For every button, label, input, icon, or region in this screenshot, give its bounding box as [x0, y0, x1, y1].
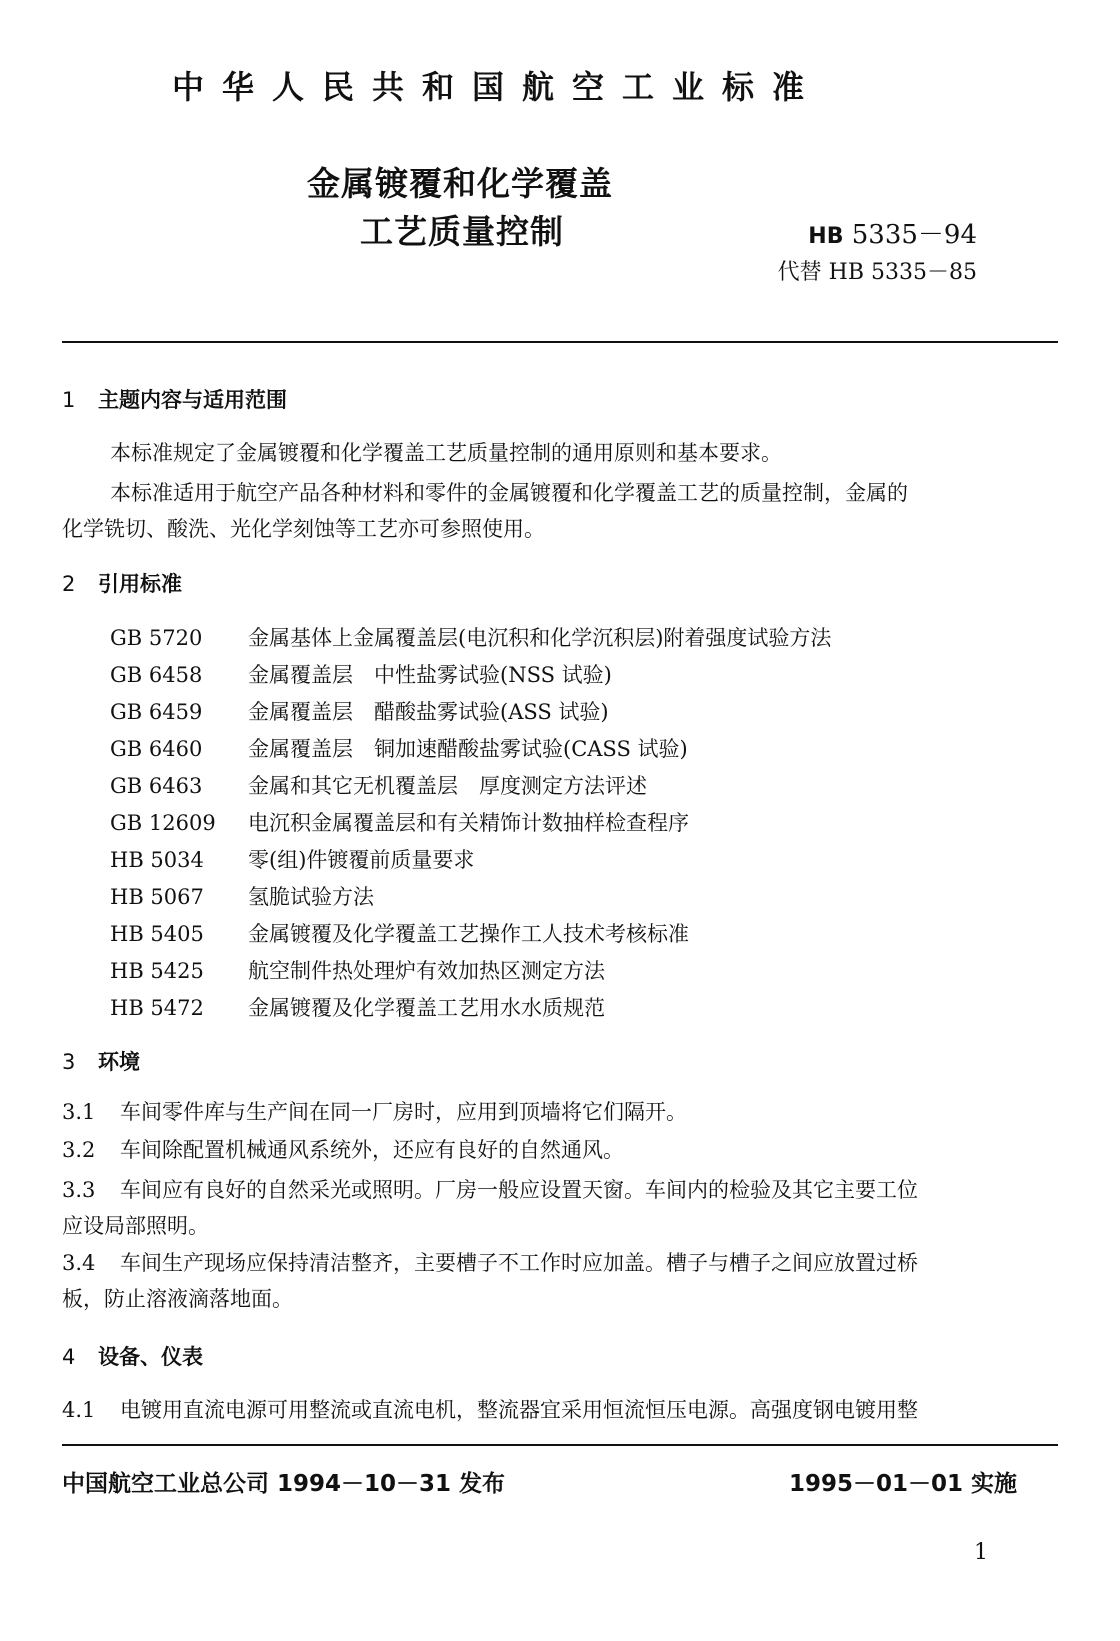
reference-row [110, 659, 612, 689]
reference-title: 金属镀覆及化学覆盖工艺操作工人技术考核标准 [248, 922, 689, 946]
section-number: 2 [62, 572, 76, 596]
reference-title: 金属覆盖层 醋酸盐雾试验(ASS 试验) [248, 700, 609, 724]
section-number: 4 [62, 1345, 76, 1369]
section-1-paragraph-1: 本标准规定了金属镀覆和化学覆盖工艺质量控制的通用原则和基本要求。 [110, 441, 782, 465]
section-1-paragraph-2-line-1: 本标准适用于航空产品各种材料和零件的金属镀覆和化学覆盖工艺的质量控制，金属的 [110, 481, 908, 505]
clause-text: 车间零件库与生产间在同一厂房时，应用到顶墙将它们隔开。 [120, 1100, 687, 1124]
clause-number: 3.1 [62, 1100, 96, 1124]
reference-code: GB 6459 [110, 700, 203, 724]
reference-row [110, 807, 689, 837]
clause-text: 车间应有良好的自然采光或照明。厂房一般应设置天窗。车间内的检验及其它主要工位 [120, 1178, 918, 1202]
reference-title: 氢脆试验方法 [248, 885, 374, 909]
standard-category: 中华人民共和国航空工业标准 [172, 68, 823, 106]
clause-3-2 [62, 1132, 1028, 1168]
reference-row [110, 881, 374, 911]
clause-text: 电镀用直流电源可用整流或直流电机，整流器宜采用恒流恒压电源。高强度钢电镀用整 [120, 1398, 918, 1422]
reference-code: GB 6463 [110, 774, 203, 798]
reference-code: GB 12609 [110, 811, 216, 835]
reference-code: HB 5472 [110, 996, 204, 1020]
clause-number: 4.1 [62, 1398, 96, 1422]
clause-3-1 [62, 1094, 1028, 1130]
standard-code: 5335－94 [851, 220, 977, 250]
reference-row [110, 844, 474, 874]
reference-title: 金属和其它无机覆盖层 厚度测定方法评述 [248, 774, 647, 798]
reference-code: HB 5425 [110, 959, 204, 983]
reference-row [110, 696, 609, 726]
reference-row [110, 770, 647, 800]
section-1-paragraph-2-line-2: 化学铣切、酸洗、光化学刻蚀等工艺亦可参照使用。 [62, 517, 545, 541]
reference-row [110, 622, 831, 652]
clause-number: 3.2 [62, 1138, 96, 1162]
page-number: 1 [974, 1540, 988, 1565]
section-title: 引用标准 [98, 572, 182, 596]
standard-number [808, 214, 977, 251]
effective-date: 1995－01－01 实施 [788, 1471, 1017, 1497]
reference-row [110, 992, 605, 1022]
reference-code: GB 6458 [110, 663, 203, 687]
reference-code: HB 5067 [110, 885, 204, 909]
clause-text-continued: 应设局部照明。 [62, 1214, 209, 1238]
document-title-line-1: 金属镀覆和化学覆盖 [307, 164, 613, 203]
section-number: 3 [62, 1050, 76, 1074]
reference-title: 金属覆盖层 中性盐雾试验(NSS 试验) [248, 663, 612, 687]
reference-title: 金属镀覆及化学覆盖工艺用水水质规范 [248, 996, 605, 1020]
section-2-heading [62, 568, 182, 598]
document-title-line-2: 工艺质量控制 [360, 212, 564, 251]
reference-row [110, 918, 689, 948]
clause-text-continued: 板，防止溶液滴落地面。 [62, 1287, 293, 1311]
reference-code: GB 5720 [110, 626, 203, 650]
clause-number: 3.4 [62, 1251, 96, 1275]
issue-info: 中国航空工业总公司 1994－10－31 发布 [62, 1471, 506, 1497]
reference-title: 金属覆盖层 铜加速醋酸盐雾试验(CASS 试验) [248, 737, 688, 761]
reference-code: HB 5405 [110, 922, 204, 946]
header-divider [62, 341, 1058, 343]
reference-title: 零(组)件镀覆前质量要求 [248, 848, 475, 872]
section-number: 1 [62, 388, 76, 412]
section-title: 环境 [98, 1050, 140, 1074]
reference-code: HB 5034 [110, 848, 204, 872]
reference-row [110, 733, 688, 763]
clause-number: 3.3 [62, 1178, 96, 1202]
section-1-heading [62, 384, 287, 414]
replaces-standard: 代替 HB 5335－85 [777, 260, 977, 285]
section-4-heading [62, 1341, 203, 1371]
clause-text: 车间除配置机械通风系统外，还应有良好的自然通风。 [120, 1138, 624, 1162]
clause-3-4 [62, 1245, 1028, 1317]
clause-text: 车间生产现场应保持清洁整齐，主要槽子不工作时应加盖。槽子与槽子之间应放置过桥 [120, 1251, 918, 1275]
standard-prefix: HB [808, 224, 844, 249]
section-3-heading [62, 1046, 140, 1076]
reference-code: GB 6460 [110, 737, 203, 761]
section-title: 设备、仪表 [98, 1345, 203, 1369]
clause-4-1 [62, 1392, 1028, 1428]
reference-title: 金属基体上金属覆盖层(电沉积和化学沉积层)附着强度试验方法 [248, 626, 832, 650]
clause-3-3 [62, 1172, 1028, 1244]
reference-title: 电沉积金属覆盖层和有关精饰计数抽样检查程序 [248, 811, 689, 835]
reference-title: 航空制件热处理炉有效加热区测定方法 [248, 959, 605, 983]
footer-divider [62, 1444, 1058, 1446]
reference-row [110, 955, 605, 985]
section-title: 主题内容与适用范围 [98, 388, 287, 412]
